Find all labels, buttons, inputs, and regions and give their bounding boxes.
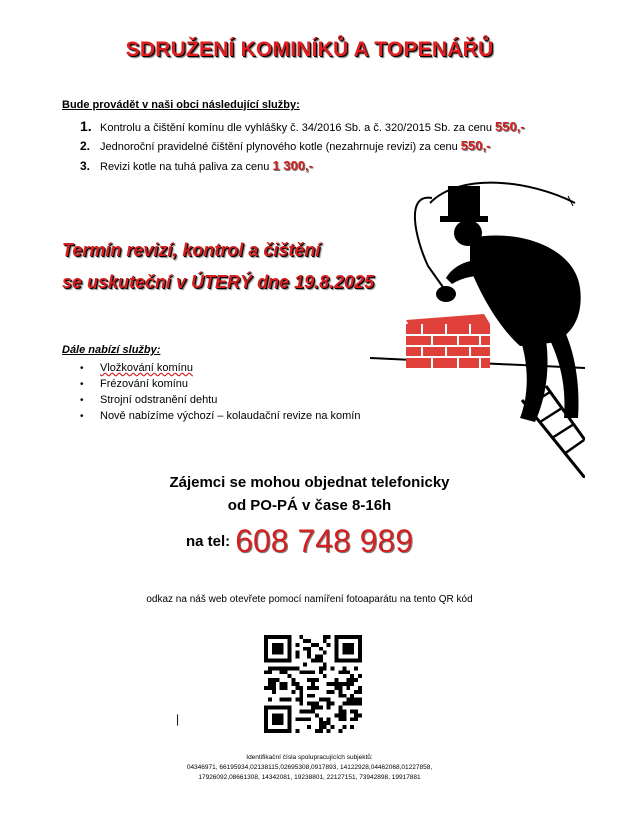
phone-number: 608 748 989 [235, 523, 414, 559]
service-number: 2. [80, 139, 91, 153]
phone-line [186, 523, 413, 560]
qr-note: odkaz na náš web otevřete pomocí namíření fotoaparátu na tento QR kód [146, 594, 473, 605]
service-number: 3. [80, 159, 91, 173]
text-cursor-mark: | [176, 712, 180, 726]
service-text: Jednoroční pravidelné čištění plynového kotle (nezahrnuje revizi) za cenu [100, 141, 461, 153]
ids-label: Identifikační čísla spolupracujících subjektů: [246, 754, 373, 761]
page-title: SDRUŽENÍ KOMINÍKŮ A TOPENÁŘŮ [125, 38, 494, 61]
bullet-icon: • [80, 379, 84, 390]
services-heading: Bude provádět v naši obci následující služby: [62, 99, 300, 111]
service-item-2 [80, 138, 490, 153]
term-line-1: Termín revizí, kontrol a čištění [62, 240, 321, 260]
qr-code-icon[interactable] [264, 635, 362, 733]
service-price: 550,- [460, 138, 491, 153]
chimney-bricks [406, 314, 490, 368]
bullet-icon: • [80, 363, 84, 374]
bullet-icon: • [80, 411, 84, 422]
service-price: 550,- [495, 119, 525, 134]
list-item-text: Nově nabízíme výchozí – kolaudační revize na komín [100, 410, 361, 422]
bullet-icon: • [80, 395, 84, 406]
list-item [80, 362, 193, 374]
service-text: Kontrolu a čištění komínu dle vyhlášky č. 34/2016 Sb. a č. 320/2015 Sb. za cenu [100, 122, 496, 134]
list-item [80, 394, 217, 406]
service-item-3 [80, 158, 313, 173]
contact-line-1: Zájemci se mohou objednat telefonicky [169, 474, 450, 491]
ids-line-1: 04346971, 66195934,02138115,02695308,0917893, 14122928,04462068,01227858, [186, 764, 433, 771]
term-line-2: se uskuteční v ÚTERÝ dne 19.8.2025 [62, 272, 375, 292]
contact-line-2: od PO-PÁ v čase 8-16h [227, 497, 392, 514]
list-item-text: Frézování komínu [100, 378, 189, 390]
service-text: Revizi kotle na tuhá paliva za cenu [100, 161, 273, 173]
phone-label: na tel: [186, 533, 231, 550]
list-item-text: Vložkování komínu [100, 362, 193, 374]
service-price: 1 300,- [272, 158, 313, 173]
list-item [80, 410, 360, 422]
service-item-1 [80, 118, 525, 134]
chimney-sweep-on-ladder-icon [370, 178, 585, 478]
other-services-heading: Dále nabízí služby: [62, 344, 161, 356]
ids-line-2: 17926092,08661308, 14342081, 19238801, 22127151, 73942898, 19917881 [198, 774, 421, 781]
service-number: 1. [80, 118, 92, 134]
list-item-text: Strojní odstranění dehtu [100, 394, 218, 406]
list-item [80, 378, 188, 390]
